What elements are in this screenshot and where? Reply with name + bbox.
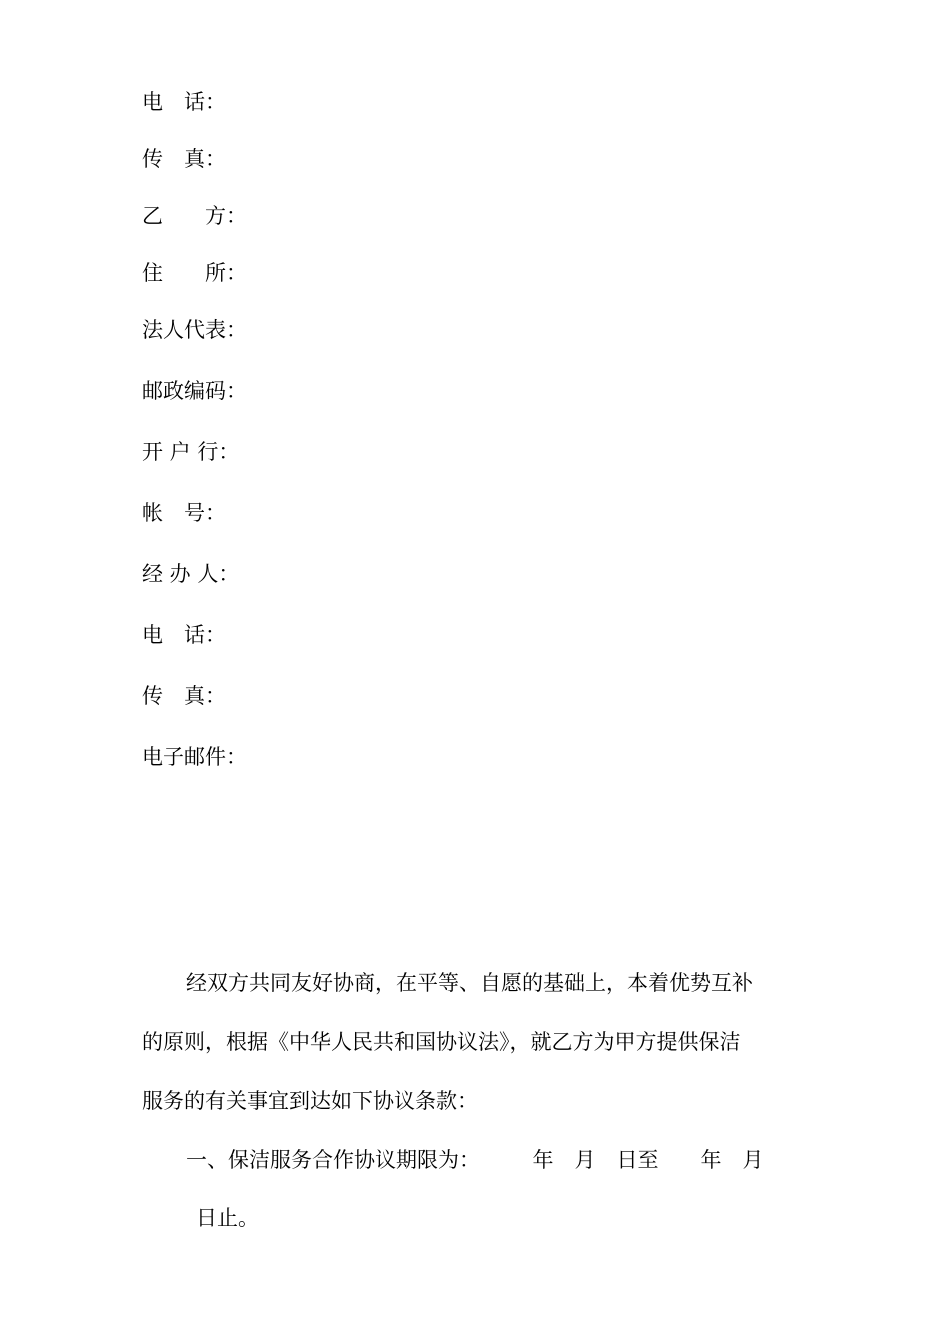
field-party-b: 乙 方： xyxy=(142,204,247,228)
field-phone: 电 话： xyxy=(142,90,226,114)
field-legal-representative: 法人代表： xyxy=(142,318,247,342)
field-account-number: 帐 号： xyxy=(142,501,226,525)
intro-text xyxy=(142,963,812,1140)
intro-line: 的原则，根据《中华人民共和国协议法》，就乙方为甲方提供保洁 xyxy=(142,1030,741,1054)
field-postal-code: 邮政编码： xyxy=(142,379,247,403)
intro-line: 服务的有关事宜到达如下协议条款： xyxy=(142,1089,478,1113)
clause-term-line: 一、保洁服务合作协议期限为： 年 月 日至 年 月 xyxy=(186,1148,764,1172)
field-fax: 传 真： xyxy=(142,147,226,171)
field-bank: 开 户 行： xyxy=(142,440,240,464)
field-email: 电子邮件： xyxy=(142,745,247,769)
field-handler: 经 办 人： xyxy=(142,562,240,586)
field-fax-b: 传 真： xyxy=(142,684,226,708)
field-address: 住 所： xyxy=(142,261,247,285)
clause-term xyxy=(142,1140,812,1256)
intro-line: 经双方共同友好协商，在平等、自愿的基础上，本着优势互补 xyxy=(186,971,753,995)
intro-paragraph xyxy=(142,963,812,1140)
party-info-list xyxy=(142,84,802,796)
field-phone-b: 电 话： xyxy=(142,623,226,647)
clause-term-line: 日止。 xyxy=(196,1206,259,1230)
